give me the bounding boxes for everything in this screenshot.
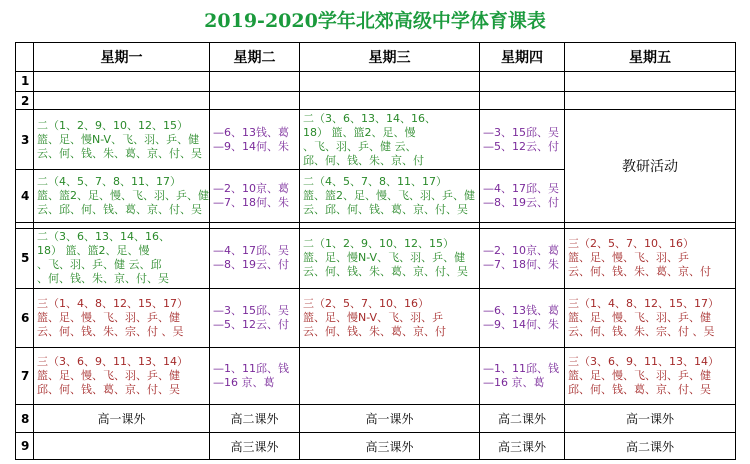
cell-line: —16 京、葛 <box>213 375 275 389</box>
schedule-cell <box>210 110 300 170</box>
schedule-cell <box>210 71 300 91</box>
cell-line: 邱、何、钱、葛、京、付、吴 <box>568 382 711 396</box>
cell-line: 篮、足、慢、飞、羽、乒 <box>568 251 689 265</box>
schedule-cell <box>565 347 736 404</box>
schedule-cell <box>34 433 210 460</box>
cell-line: 云、何、钱、朱、宗、付 、吴 <box>568 324 715 338</box>
period-number: 3 <box>16 110 34 170</box>
day-header: 星期三 <box>300 43 480 72</box>
cell-line: 篮、足、慢、飞、羽、乒、健 <box>568 310 711 324</box>
schedule-cell <box>480 71 565 91</box>
cell-line: —2、10京、葛 <box>213 182 289 196</box>
cell-line: —16 京、葛 <box>483 375 545 389</box>
cell-line: 三（3、6、9、11、13、14） <box>568 354 719 368</box>
schedule-cell <box>300 71 480 91</box>
header-row <box>16 43 736 72</box>
period-number: 5 <box>16 228 34 288</box>
day-header: 星期四 <box>480 43 565 72</box>
schedule-cell <box>34 288 210 347</box>
schedule-cell <box>210 288 300 347</box>
cell-line: 18） 篮、篮2、足、慢 <box>37 244 150 258</box>
period-number: 2 <box>16 91 34 109</box>
cell-line: 、何、钱、朱、京、付、吴 <box>37 272 169 286</box>
period-number: 6 <box>16 288 34 347</box>
cell-line: 篮、篮2、足、慢、飞、羽、乒、健 <box>303 189 475 203</box>
schedule-cell <box>34 170 210 223</box>
schedule-cell: 高三课外 <box>210 433 300 460</box>
schedule-cell: 高二课外 <box>210 404 300 433</box>
table-row <box>16 71 736 91</box>
cell-line: —2、10京、葛 <box>483 244 559 258</box>
cell-line: 二（4、5、7、8、11、17） <box>303 175 447 189</box>
cell-line: 18） 篮、篮2、足、慢 <box>303 125 416 139</box>
cell-line: 篮、足、慢、飞、羽、乒、健 <box>568 368 711 382</box>
schedule-cell <box>34 347 210 404</box>
cell-line: 邱、何、钱、朱、京、付 <box>303 153 424 167</box>
schedule-cell <box>565 288 736 347</box>
schedule-table <box>15 42 736 460</box>
schedule-cell <box>34 71 210 91</box>
cell-line: 、飞、羽、乒、健 云、邱 <box>37 258 162 272</box>
cell-line: —4、17邱、吴 <box>483 182 559 196</box>
cell-line: 二（3、6、13、14、16、 <box>303 111 436 125</box>
schedule-cell <box>300 288 480 347</box>
cell-line: 云、何、钱、朱、葛、京、付、吴 <box>37 146 202 160</box>
cell-line: 二（1、2、9、10、12、15） <box>37 118 188 132</box>
schedule-cell <box>565 228 736 288</box>
cell-line: —9、14何、朱 <box>483 317 559 331</box>
cell-line: —8、19云、付 <box>483 196 559 210</box>
cell-line: 三（2、5、7、10、16） <box>303 296 429 310</box>
corner-cell <box>16 43 34 72</box>
cell-line: —6、13钱、葛 <box>483 303 559 317</box>
table-row <box>16 91 736 109</box>
schedule-cell: 高三课外 <box>300 433 480 460</box>
cell-line: —4、17邱、吴 <box>213 244 289 258</box>
schedule-cell <box>34 110 210 170</box>
schedule-cell <box>480 228 565 288</box>
day-header: 星期一 <box>34 43 210 72</box>
period-number: 7 <box>16 347 34 404</box>
cell-line: 篮、足、慢、飞、羽、乒、健 <box>37 368 180 382</box>
cell-line: —3、15邱、吴 <box>483 125 559 139</box>
cell-line: 云、何、钱、朱、葛、京、付 <box>303 324 446 338</box>
schedule-cell: 高一课外 <box>300 404 480 433</box>
period-number: 4 <box>16 170 34 223</box>
cell-line: 邱、何、钱、葛、京、付、吴 <box>37 382 180 396</box>
cell-line: —7、18何、朱 <box>213 196 289 210</box>
table-row <box>16 288 736 347</box>
cell-line: —9、14何、朱 <box>213 139 289 153</box>
schedule-cell <box>210 170 300 223</box>
cell-line: 云、何、钱、朱、宗、付 、吴 <box>37 324 184 338</box>
cell-line: 篮、足、慢N-V、飞、羽、乒 <box>303 310 444 324</box>
cell-line: —3、15邱、吴 <box>213 303 289 317</box>
page-title: 2019-2020学年北郊高级中学体育课表 <box>204 10 546 32</box>
schedule-cell: 高二课外 <box>480 404 565 433</box>
cell-line: 篮、篮2、足、慢、飞、羽、乒、健 <box>37 189 209 203</box>
table-row <box>16 228 736 288</box>
cell-line: 三（3、6、9、11、13、14） <box>37 354 188 368</box>
table-row <box>16 404 736 433</box>
cell-line: 篮、足、慢N-V、飞、羽、乒、健 <box>37 132 200 146</box>
table-row <box>16 433 736 460</box>
period-number: 8 <box>16 404 34 433</box>
cell-line: 二（4、5、7、8、11、17） <box>37 175 181 189</box>
cell-line: 篮、足、慢N-V、飞、羽、乒、健 <box>303 251 466 265</box>
schedule-cell <box>565 71 736 91</box>
cell-line: 三（1、4、8、12、15、17） <box>568 296 719 310</box>
cell-line: —7、18何、朱 <box>483 258 559 272</box>
cell-line: 云、何、钱、朱、葛、京、付、吴 <box>303 265 468 279</box>
schedule-cell <box>480 110 565 170</box>
schedule-cell <box>300 110 480 170</box>
schedule-cell <box>300 170 480 223</box>
schedule-cell: 高一课外 <box>565 404 736 433</box>
schedule-cell <box>210 91 300 109</box>
cell-line: 篮、足、慢、飞、羽、乒、健 <box>37 310 180 324</box>
research-activity-cell: 教研活动 <box>565 110 736 223</box>
cell-line: —6、13钱、葛 <box>213 125 289 139</box>
cell-line: 二（1、2、9、10、12、15） <box>303 237 454 251</box>
cell-line: 三（1、4、8、12、15、17） <box>37 296 188 310</box>
schedule-cell: 高二课外 <box>565 433 736 460</box>
schedule-cell <box>565 91 736 109</box>
table-row <box>16 347 736 404</box>
schedule-cell <box>480 91 565 109</box>
schedule-cell <box>300 228 480 288</box>
cell-line: —5、12云、付 <box>483 139 559 153</box>
cell-line: 云、何、钱、朱、葛、京、付 <box>568 265 711 279</box>
cell-line: 三（2、5、7、10、16） <box>568 237 694 251</box>
schedule-cell: 高一课外 <box>34 404 210 433</box>
cell-line: —5、12云、付 <box>213 317 289 331</box>
schedule-cell <box>34 228 210 288</box>
cell-line: 云、邱、何、钱、葛、京、付、吴 <box>303 203 468 217</box>
period-number: 1 <box>16 71 34 91</box>
schedule-cell <box>34 91 210 109</box>
schedule-cell <box>300 347 480 404</box>
cell-line: —1、11邱、钱 <box>213 361 289 375</box>
day-header: 星期五 <box>565 43 736 72</box>
schedule-cell <box>480 170 565 223</box>
table-row <box>16 110 736 170</box>
cell-line: —8、19云、付 <box>213 258 289 272</box>
day-header: 星期二 <box>210 43 300 72</box>
schedule-cell <box>300 91 480 109</box>
cell-line: 二（3、6、13、14、16、 <box>37 230 170 244</box>
cell-line: 、飞、羽、乒、健 云、 <box>303 139 417 153</box>
cell-line: 云、邱、何、钱、葛、京、付、吴 <box>37 203 202 217</box>
schedule-cell <box>480 288 565 347</box>
schedule-cell <box>210 347 300 404</box>
schedule-cell <box>210 228 300 288</box>
schedule-cell: 高三课外 <box>480 433 565 460</box>
period-number: 9 <box>16 433 34 460</box>
schedule-cell <box>480 347 565 404</box>
cell-line: —1、11邱、钱 <box>483 361 559 375</box>
